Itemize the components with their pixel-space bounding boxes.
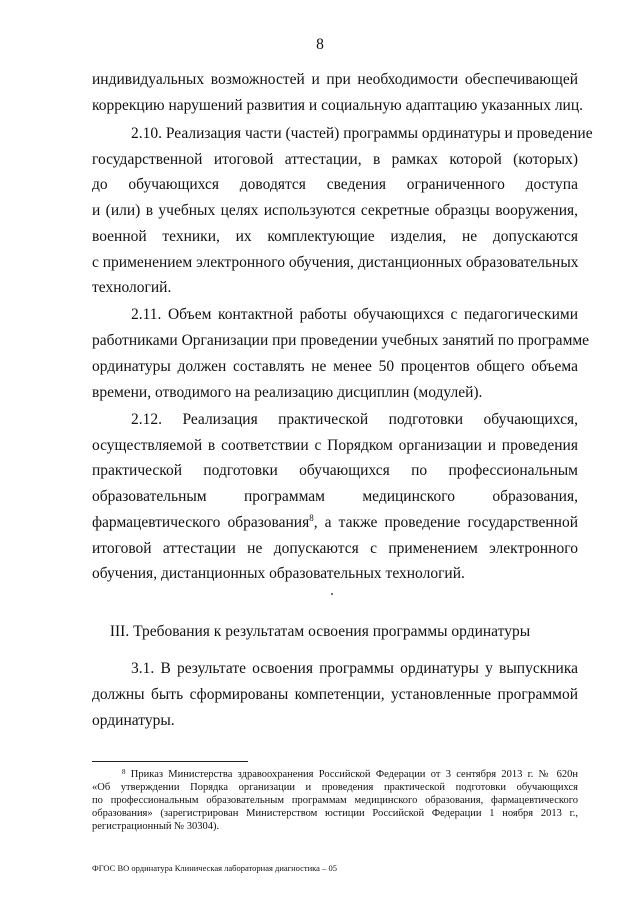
footnote-line: по профессиональным образовательным программам медицинского образования, фармацевтического [92,795,578,806]
body-line: индивидуальных возможностей и при необходимости обеспечивающей [92,71,578,88]
footnote-line: регистрационный № 30304). [92,821,220,832]
body-line-with-footnote-ref [92,513,578,533]
body-line: ординатуры должен составлять не менее 50 процентов общего объема [92,358,578,375]
footnote-text: Приказ Министерства здравоохранения Российской Федерации от 3 сентября 2013 г. № 620н [130,769,578,780]
body-line: практической подготовки обучающихся по профессиональным [92,462,578,479]
body-text: фармацевтического образования [92,514,310,531]
paragraph-3-1-first-line: 3.1. В результате освоения программы ординатуры у выпускника [131,660,578,677]
body-line: работниками Организации при проведении учебных занятий по программе [92,332,590,349]
body-line: с применением электронного обучения, дистанционных образовательных [92,254,579,271]
body-line: военной техники, их комплектующие изделия, не допускаются [92,228,578,245]
paragraph-2-11-first-line: 2.11. Объем контактной работы обучающихся с педагогическими [131,306,578,323]
footnote-reference[interactable]: 8 [309,513,314,523]
body-line: коррекцию нарушений развития и социальную адаптацию указанных лиц. [92,97,584,114]
section-heading: III. Требования к результатам освоения программы ординатуры [109,623,531,640]
scan-speck [331,593,333,595]
body-line: образовательным программам медицинского образования, [92,488,578,505]
body-line: времени, отводимого на реализацию дисциплин (модулей). [92,384,483,401]
footnote-line: «Об утверждении Порядка организации и проведения практической подготовки обучающихся [92,782,578,793]
page-number: 8 [316,36,324,53]
page-footer: ФГОС ВО ординатура Клиническая лабораторная диагностика – 05 [92,863,337,873]
body-line: обучения, дистанционных образовательных технологий. [92,565,465,582]
body-line: ординатуры. [92,712,175,729]
body-text: , а также проведение государственной [313,514,578,531]
footnote-marker: 8 [122,768,126,776]
footnote-line: образования» (зарегистрирован Министерством юстиции Российской Федерации 1 ноября 2013 г., [92,808,578,819]
body-line: и (или) в учебных целях используются секретные образцы вооружения, [92,202,578,219]
body-line: должны быть сформированы компетенции, установленные программой [92,686,578,703]
body-line: государственной итоговой аттестации, в рамках которой (которых) [92,151,578,168]
paragraph-2-10-first-line: 2.10. Реализация части (частей) программы ординатуры и проведение [131,125,593,142]
body-line: итоговой аттестации не допускаются с применением электронного [92,540,578,557]
body-line: осуществляемой в соответствии с Порядком организации и проведения [92,437,578,454]
footnote-separator [92,761,248,762]
body-line: технологий. [92,279,172,296]
footnote-line [122,768,578,781]
body-line: до обучающихся доводятся сведения ограниченного доступа [92,176,578,193]
paragraph-2-12-first-line: 2.12. Реализация практической подготовки обучающихся, [131,411,578,428]
